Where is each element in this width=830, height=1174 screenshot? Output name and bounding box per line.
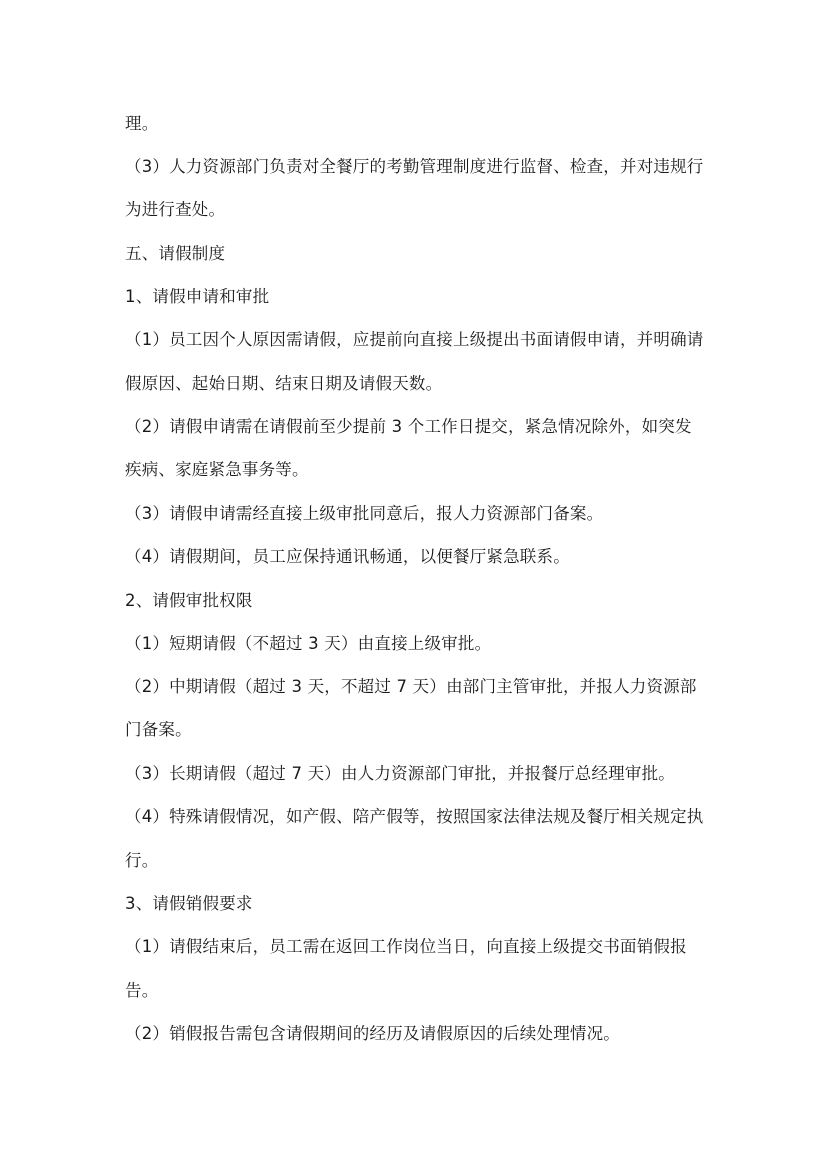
- text-line: （3）人力资源部门负责对全餐厅的考勤管理制度进行监督、检查，并对违规行: [125, 157, 704, 176]
- text-line: 告。: [125, 981, 159, 1000]
- subsection-heading: 2、请假审批权限: [125, 591, 253, 610]
- text-line: （4）请假期间，员工应保持通讯畅通，以便餐厅紧急联系。: [125, 547, 570, 566]
- text-line: （2）中期请假（超过 3 天，不超过 7 天）由部门主管审批，并报人力资源部: [125, 677, 697, 696]
- text-line: （3）请假申请需经直接上级审批同意后，报人力资源部门备案。: [125, 504, 604, 523]
- text-line: 为进行查处。: [125, 200, 226, 219]
- text-line: 门备案。: [125, 720, 192, 739]
- text-line: 疾病、家庭紧急事务等。: [125, 460, 309, 479]
- text-line: （1）员工因个人原因需请假，应提前向直接上级提出书面请假申请，并明确请: [125, 330, 704, 349]
- text-line: （3）长期请假（超过 7 天）由人力资源部门审批，并报餐厅总经理审批。: [125, 764, 675, 783]
- text-line: 假原因、起始日期、结束日期及请假天数。: [125, 374, 443, 393]
- text-line: （2）销假报告需包含请假期间的经历及请假原因的后续处理情况。: [125, 1024, 620, 1043]
- text-line: （4）特殊请假情况，如产假、陪产假等，按照国家法律法规及餐厅相关规定执: [125, 807, 704, 826]
- text-line: （1）短期请假（不超过 3 天）由直接上级审批。: [125, 634, 492, 653]
- text-line: 理。: [125, 114, 159, 133]
- text-line: （2）请假申请需在请假前至少提前 3 个工作日提交，紧急情况除外，如突发: [125, 417, 692, 436]
- subsection-heading: 1、请假申请和审批: [125, 287, 270, 306]
- text-line: 行。: [125, 851, 159, 870]
- text-line: （1）请假结束后，员工需在返回工作岗位当日，向直接上级提交书面销假报: [125, 937, 687, 956]
- section-heading: 五、请假制度: [125, 244, 226, 263]
- subsection-heading: 3、请假销假要求: [125, 894, 253, 913]
